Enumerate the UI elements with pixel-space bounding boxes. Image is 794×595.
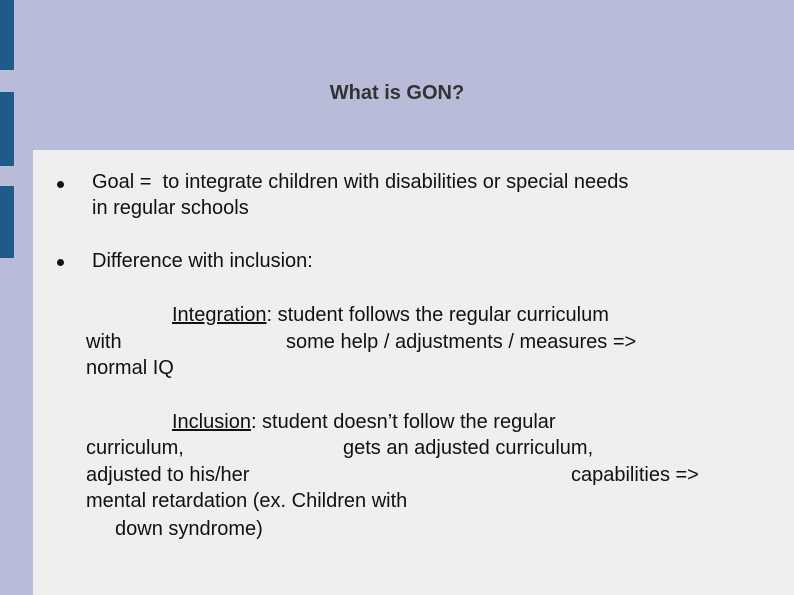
inclusion-definition: : student doesn’t follow the regular: [250, 411, 556, 433]
integration-line2b: some help / adjustments / measures =>: [286, 331, 637, 353]
inclusion-line3b: capabilities =>: [571, 464, 699, 486]
inclusion-term: Inclusion: [172, 411, 251, 433]
inclusion-line4: mental retardation (ex. Children with: [86, 490, 408, 512]
inclusion-line2a: curriculum,: [86, 437, 184, 459]
bullet-dot: [57, 181, 64, 188]
accent-bar-top: [0, 0, 14, 70]
inclusion-line2b: gets an adjusted curriculum,: [343, 437, 594, 459]
integration-term: Integration: [172, 304, 267, 326]
slide-title: What is GON?: [329, 82, 465, 104]
inclusion-line5: down syndrome): [115, 518, 263, 540]
accent-bar-bottom: [0, 186, 14, 258]
bullet-difference: Difference with inclusion:: [92, 250, 313, 272]
bullet-goal-line1: Goal = to integrate children with disabilities or special needs: [92, 171, 629, 193]
integration-line2a: with: [86, 331, 122, 353]
integration-definition: : student follows the regular curriculum: [266, 304, 609, 326]
bullet-goal-line2: in regular schools: [92, 197, 249, 219]
bullet-dot: [57, 259, 64, 266]
inclusion-line3a: adjusted to his/her: [86, 464, 250, 486]
integration-line1: [172, 302, 609, 328]
integration-line3: normal IQ: [86, 357, 174, 379]
inclusion-line1: [172, 409, 556, 435]
